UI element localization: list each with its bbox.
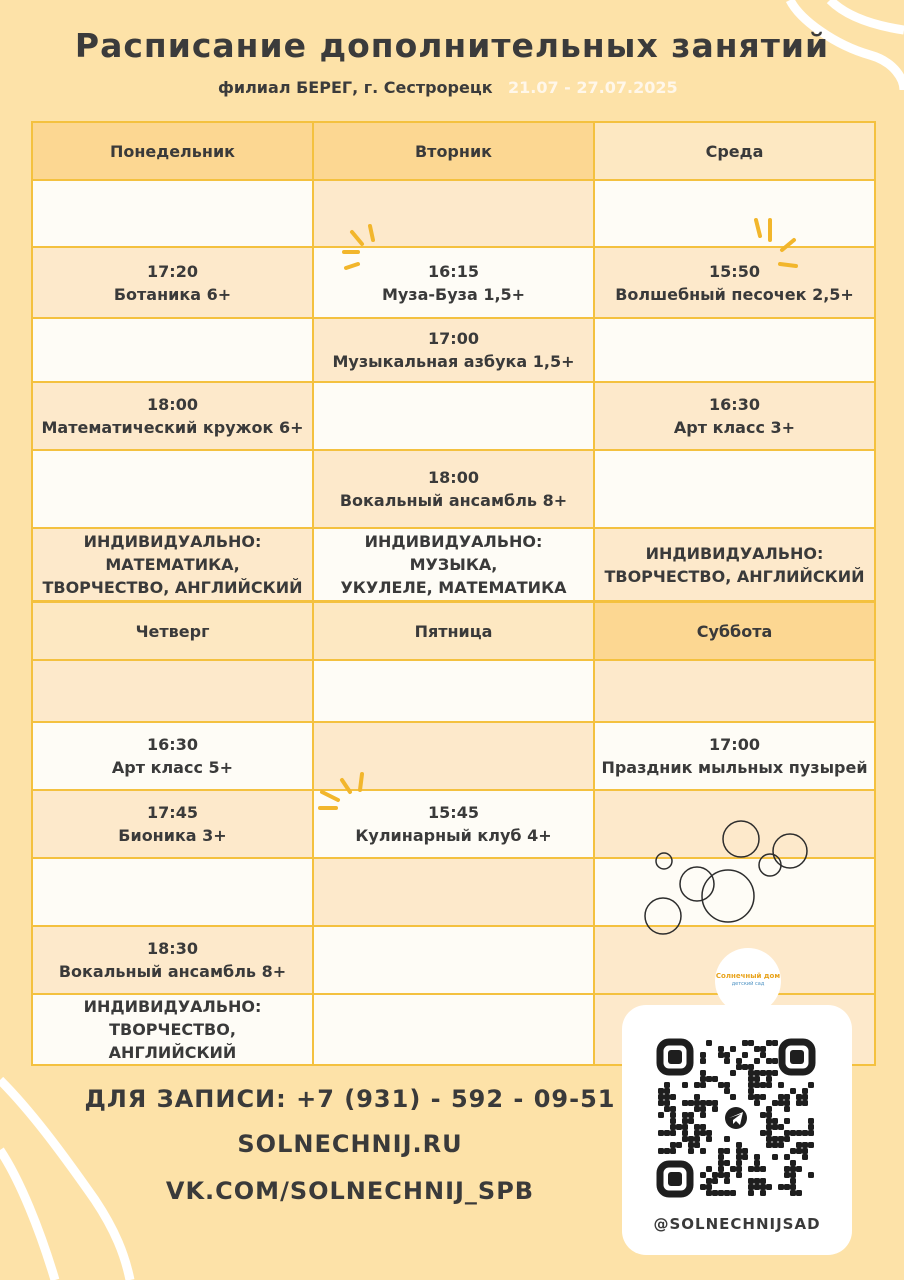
qr-module <box>796 1130 802 1136</box>
qr-module <box>778 1094 784 1100</box>
qr-module <box>724 1058 730 1064</box>
qr-module <box>754 1082 760 1088</box>
qr-module <box>772 1058 778 1064</box>
schedule-cell <box>594 382 875 450</box>
qr-module <box>706 1130 712 1136</box>
schedule-cell <box>594 318 875 382</box>
qr-module <box>742 1154 748 1160</box>
qr-module <box>712 1100 718 1106</box>
schedule-cell <box>32 382 313 450</box>
qr-module <box>736 1064 742 1070</box>
qr-module <box>706 1166 712 1172</box>
qr-module <box>754 1094 760 1100</box>
qr-module <box>736 1142 742 1148</box>
schedule-cell <box>32 180 313 247</box>
individual-cell <box>313 994 594 1065</box>
qr-module <box>724 1052 730 1058</box>
qr-module <box>748 1184 754 1190</box>
schedule-cell <box>594 722 875 790</box>
qr-module <box>808 1124 814 1130</box>
qr-module <box>724 1178 730 1184</box>
qr-module <box>772 1142 778 1148</box>
qr-module <box>730 1046 736 1052</box>
qr-module <box>736 1160 742 1166</box>
qr-module <box>754 1154 760 1160</box>
qr-module <box>796 1094 802 1100</box>
qr-module <box>766 1070 772 1076</box>
qr-module <box>706 1136 712 1142</box>
qr-module <box>784 1166 790 1172</box>
qr-module <box>784 1172 790 1178</box>
individual-cell <box>32 528 313 601</box>
qr-module <box>760 1112 766 1118</box>
qr-module <box>700 1052 706 1058</box>
qr-module <box>790 1088 796 1094</box>
individual-text: ИНДИВИДУАЛЬНО: МАТЕМАТИКА, <box>83 532 262 574</box>
qr-module <box>712 1106 718 1112</box>
qr-module <box>700 1082 706 1088</box>
individual-text: УКУЛЕЛЕ, МАТЕМАТИКА <box>340 578 567 597</box>
qr-module <box>724 1088 730 1094</box>
schedule-cell <box>594 247 875 318</box>
individual-text: ИНДИВИДУАЛЬНО: <box>645 543 824 563</box>
day-header-monday: Понедельник <box>32 122 313 180</box>
qr-module <box>700 1076 706 1082</box>
class-name: Волшебный песочек 2,5+ <box>615 284 854 304</box>
qr-module <box>700 1124 706 1130</box>
qr-module <box>748 1088 754 1094</box>
schedule-cell <box>313 450 594 528</box>
class-time: 16:15 <box>428 261 479 281</box>
schedule-table-week1 <box>31 121 876 602</box>
class-time: 15:45 <box>428 803 479 822</box>
schedule-cell <box>32 722 313 790</box>
qr-module <box>736 1058 742 1064</box>
qr-module <box>712 1190 718 1196</box>
class-name: Арт класс 5+ <box>111 758 234 777</box>
qr-module <box>796 1166 802 1172</box>
qr-module <box>688 1118 694 1124</box>
qr-module <box>706 1100 712 1106</box>
qr-module <box>760 1094 766 1100</box>
qr-module <box>700 1112 706 1118</box>
qr-module <box>802 1088 808 1094</box>
qr-module <box>748 1178 754 1184</box>
telegram-icon <box>722 1104 750 1132</box>
qr-module <box>796 1148 802 1154</box>
qr-module <box>700 1148 706 1154</box>
qr-module <box>808 1082 814 1088</box>
schedule-cell <box>32 450 313 528</box>
schedule-cell <box>32 247 313 318</box>
qr-module <box>790 1148 796 1154</box>
qr-code <box>656 1038 816 1198</box>
qr-module <box>772 1154 778 1160</box>
qr-module <box>724 1148 730 1154</box>
qr-module <box>760 1184 766 1190</box>
schedule-cell <box>594 450 875 528</box>
day-header-saturday: Суббота <box>594 602 875 660</box>
qr-module <box>802 1094 808 1100</box>
qr-module <box>754 1184 760 1190</box>
date-range: 21.07 - 27.07.2025 <box>508 78 678 97</box>
qr-module <box>748 1094 754 1100</box>
qr-module <box>724 1172 730 1178</box>
class-name: Арт класс 3+ <box>673 418 796 437</box>
qr-module <box>748 1190 754 1196</box>
qr-module <box>718 1166 724 1172</box>
class-time: 15:50 <box>709 261 760 281</box>
website-link[interactable]: SOLNECHNIJ.RU <box>237 1130 463 1158</box>
qr-module <box>802 1130 808 1136</box>
qr-module <box>766 1130 772 1136</box>
qr-module <box>760 1046 766 1052</box>
qr-module <box>754 1166 760 1172</box>
qr-module <box>730 1166 736 1172</box>
qr-module <box>772 1040 778 1046</box>
qr-module <box>784 1136 790 1142</box>
individual-text: ТВОРЧЕСТВО, АНГЛИЙСКИЙ <box>42 578 303 597</box>
qr-module <box>700 1106 706 1112</box>
qr-module <box>790 1160 796 1166</box>
qr-module <box>736 1154 742 1160</box>
class-time: 17:00 <box>428 329 479 348</box>
qr-module <box>760 1070 766 1076</box>
qr-module <box>802 1154 808 1160</box>
logo-text: Солнечный дом <box>715 972 781 980</box>
qr-module <box>736 1148 742 1154</box>
class-time: 18:00 <box>147 395 198 414</box>
qr-module <box>790 1178 796 1184</box>
qr-module <box>766 1136 772 1142</box>
qr-module <box>718 1172 724 1178</box>
qr-module <box>754 1046 760 1052</box>
qr-module <box>718 1052 724 1058</box>
schedule-cell <box>32 660 313 722</box>
qr-module <box>802 1142 808 1148</box>
qr-module <box>802 1148 808 1154</box>
qr-module <box>736 1172 742 1178</box>
qr-module <box>760 1190 766 1196</box>
qr-module <box>808 1142 814 1148</box>
qr-module <box>760 1166 766 1172</box>
qr-module <box>784 1184 790 1190</box>
qr-module <box>772 1124 778 1130</box>
qr-module <box>742 1040 748 1046</box>
qr-module <box>772 1070 778 1076</box>
class-name: Математический кружок 6+ <box>41 418 304 437</box>
individual-cell <box>313 528 594 601</box>
qr-module <box>742 1064 748 1070</box>
vk-link[interactable]: VK.COM/SOLNECHNIJ_SPB <box>165 1177 535 1205</box>
qr-module <box>700 1058 706 1064</box>
qr-module <box>766 1124 772 1130</box>
qr-module <box>712 1076 718 1082</box>
class-time: 18:00 <box>428 468 479 487</box>
qr-module <box>724 1136 730 1142</box>
schedule-cell <box>313 858 594 926</box>
qr-module <box>682 1118 688 1124</box>
qr-module <box>766 1184 772 1190</box>
day-header-tuesday: Вторник <box>313 122 594 180</box>
qr-module <box>778 1082 784 1088</box>
page-title: Расписание дополнительных занятий <box>74 26 830 65</box>
class-name: Ботаника 6+ <box>113 284 232 304</box>
class-name: Праздник мыльных пузырей <box>601 758 868 777</box>
class-time: 17:20 <box>147 261 198 281</box>
qr-module <box>784 1100 790 1106</box>
day-header-friday: Пятница <box>313 602 594 660</box>
schedule-cell <box>313 318 594 382</box>
qr-module <box>670 1118 676 1124</box>
qr-module <box>700 1100 706 1106</box>
individual-text: АНГЛИЙСКИЙ <box>108 1043 237 1062</box>
day-header-thursday: Четверг <box>32 602 313 660</box>
qr-module <box>778 1142 784 1148</box>
branch-label: филиал БЕРЕГ, г. Сестрорецк <box>218 78 493 97</box>
qr-module <box>700 1172 706 1178</box>
qr-module <box>778 1100 784 1106</box>
sun-rays-icon <box>340 222 380 272</box>
individual-cell <box>594 528 875 601</box>
qr-module <box>754 1058 760 1064</box>
qr-module <box>706 1178 712 1184</box>
qr-module <box>742 1148 748 1154</box>
class-time: 16:30 <box>147 735 198 754</box>
qr-module <box>760 1082 766 1088</box>
qr-module <box>790 1130 796 1136</box>
bubbles-icon <box>640 818 815 943</box>
schedule-cell <box>32 790 313 858</box>
qr-module <box>784 1130 790 1136</box>
qr-module <box>796 1100 802 1106</box>
qr-module <box>808 1172 814 1178</box>
schedule-cell <box>32 926 313 994</box>
qr-module <box>730 1070 736 1076</box>
qr-module <box>742 1052 748 1058</box>
qr-module <box>730 1094 736 1100</box>
qr-module <box>718 1046 724 1052</box>
qr-module <box>706 1184 712 1190</box>
qr-module <box>790 1184 796 1190</box>
qr-module <box>700 1070 706 1076</box>
qr-module <box>748 1040 754 1046</box>
schedule-cell <box>594 180 875 247</box>
qr-module <box>790 1190 796 1196</box>
qr-module <box>766 1142 772 1148</box>
qr-module <box>790 1166 796 1172</box>
logo-subtext: детский сад <box>731 981 765 987</box>
individual-text: ТВОРЧЕСТВО, АНГЛИЙСКИЙ <box>604 566 865 586</box>
qr-module <box>700 1184 706 1190</box>
qr-module <box>754 1178 760 1184</box>
qr-module <box>730 1190 736 1196</box>
schedule-cell <box>313 660 594 722</box>
qr-module <box>772 1118 778 1124</box>
class-name: Вокальный ансамбль 8+ <box>339 491 568 510</box>
individual-text: ИНДИВИДУАЛЬНО: ТВОРЧЕСТВО, <box>83 997 262 1039</box>
qr-module <box>766 1118 772 1124</box>
schedule-cell <box>32 858 313 926</box>
qr-module <box>778 1136 784 1142</box>
qr-module <box>718 1082 724 1088</box>
schedule-cell <box>313 382 594 450</box>
qr-module <box>784 1094 790 1100</box>
qr-module <box>784 1154 790 1160</box>
qr-module <box>748 1070 754 1076</box>
qr-module <box>724 1082 730 1088</box>
qr-module <box>736 1166 742 1172</box>
sun-rays-icon <box>748 216 804 274</box>
qr-module <box>766 1112 772 1118</box>
schedule-cell <box>32 318 313 382</box>
qr-module <box>808 1118 814 1124</box>
qr-module <box>712 1172 718 1178</box>
qr-module <box>706 1040 712 1046</box>
qr-module <box>754 1160 760 1166</box>
qr-module <box>700 1130 706 1136</box>
qr-module <box>766 1082 772 1088</box>
qr-module <box>784 1106 790 1112</box>
class-name: Бионика 3+ <box>118 826 227 845</box>
qr-module <box>790 1172 796 1178</box>
class-time: 17:45 <box>147 803 198 822</box>
qr-module <box>796 1142 802 1148</box>
qr-module <box>760 1178 766 1184</box>
qr-module <box>802 1100 808 1106</box>
qr-module <box>718 1160 724 1166</box>
class-time: 18:30 <box>147 939 198 958</box>
day-header-wednesday: Среда <box>594 122 875 180</box>
class-name: Кулинарный клуб 4+ <box>355 826 552 845</box>
qr-module <box>718 1148 724 1154</box>
qr-module <box>772 1136 778 1142</box>
qr-module <box>772 1100 778 1106</box>
qr-module <box>748 1076 754 1082</box>
class-name: Вокальный ансамбль 8+ <box>58 962 287 981</box>
qr-module <box>766 1058 772 1064</box>
class-name: Муза-Буза 1,5+ <box>381 284 526 304</box>
qr-module <box>778 1124 784 1130</box>
qr-module <box>748 1064 754 1070</box>
sun-rays-icon <box>314 770 374 820</box>
qr-module <box>712 1178 718 1184</box>
qr-module <box>766 1106 772 1112</box>
qr-module <box>766 1076 772 1082</box>
class-time: 16:30 <box>709 395 760 414</box>
qr-module <box>706 1190 712 1196</box>
qr-module <box>760 1052 766 1058</box>
qr-module <box>784 1118 790 1124</box>
qr-module <box>754 1100 760 1106</box>
qr-module <box>796 1190 802 1196</box>
qr-module <box>754 1076 760 1082</box>
qr-module <box>718 1154 724 1160</box>
qr-module <box>718 1190 724 1196</box>
qr-module <box>724 1190 730 1196</box>
qr-module <box>724 1160 730 1166</box>
social-handle: @SOLNECHNIJSAD <box>653 1215 821 1233</box>
individual-cell <box>32 994 313 1065</box>
qr-module <box>760 1130 766 1136</box>
qr-module <box>706 1076 712 1082</box>
class-time: 17:00 <box>709 735 760 754</box>
qr-module <box>748 1082 754 1088</box>
schedule-cell <box>313 926 594 994</box>
qr-module <box>778 1184 784 1190</box>
individual-text: ИНДИВИДУАЛЬНО: МУЗЫКА, <box>364 532 543 574</box>
qr-module <box>808 1130 814 1136</box>
qr-module <box>754 1070 760 1076</box>
schedule-cell <box>594 660 875 722</box>
class-name: Музыкальная азбука 1,5+ <box>332 352 575 371</box>
qr-module <box>748 1166 754 1172</box>
phone-label: ДЛЯ ЗАПИСИ: +7 (931) - 592 - 09-51 <box>84 1085 616 1113</box>
qr-module <box>766 1040 772 1046</box>
